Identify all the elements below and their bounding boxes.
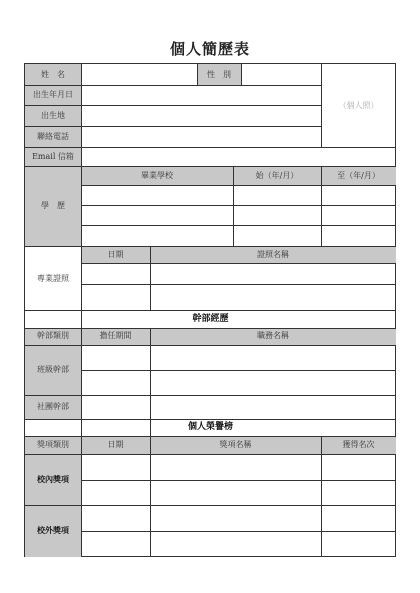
row-divider <box>81 205 396 206</box>
col-divider <box>241 64 242 85</box>
cadre-section-title: 幹部經歷 <box>192 314 229 324</box>
certificates-col-date: 日期 <box>107 250 124 259</box>
honors-col-category: 獎項類別 <box>37 440 69 449</box>
page-title: 個人簡歷表 <box>169 40 250 58</box>
phone-label: 聯絡電話 <box>37 132 69 141</box>
cadre-col-period: 擔任期間 <box>99 331 132 340</box>
education-col-school: 畢業學校 <box>141 171 173 180</box>
col-divider <box>150 436 151 557</box>
col-divider <box>81 436 82 557</box>
cadre-row-class: 班級幹部 <box>37 365 69 374</box>
honors-col-rank: 獲得名次 <box>342 440 375 449</box>
col-divider <box>150 328 151 436</box>
row-divider <box>81 480 396 481</box>
email-label: Email 信箱 <box>32 152 74 161</box>
row-divider <box>25 126 321 127</box>
photo-placeholder: （個人照） <box>338 101 379 110</box>
row-divider <box>25 105 321 106</box>
row-divider <box>25 85 321 86</box>
col-divider <box>81 328 82 436</box>
resume-form <box>24 63 396 557</box>
col-divider <box>81 64 82 328</box>
cadre-col-category: 幹部類別 <box>37 331 69 340</box>
honors-row-campus: 校內獎項 <box>37 474 69 484</box>
honors-col-date: 日期 <box>107 440 124 449</box>
birthplace-label: 出生地 <box>41 111 65 120</box>
certificates-label: 專業證照 <box>37 274 69 283</box>
education-col-start: 始（年/月） <box>255 171 299 180</box>
col-divider <box>321 436 322 557</box>
education-label: 學 歷 <box>41 201 65 210</box>
row-divider <box>81 531 396 532</box>
honors-row-external: 校外獎項 <box>37 525 69 535</box>
row-divider <box>81 185 396 186</box>
honors-section-title: 個人榮譽榜 <box>187 422 233 432</box>
education-col-end: 至（年/月） <box>337 171 380 180</box>
birthday-label: 出生年月日 <box>33 90 73 99</box>
honors-col-award: 獎項名稱 <box>219 440 252 449</box>
cadre-col-position: 職務名稱 <box>257 331 289 340</box>
row-divider <box>81 284 396 285</box>
name-label: 姓 名 <box>41 70 65 79</box>
cadre-row-club: 社團幹部 <box>37 402 69 411</box>
row-divider <box>81 370 396 371</box>
row-divider <box>81 225 396 226</box>
gender-label: 性 別 <box>207 70 231 79</box>
certificates-col-name: 證照名稱 <box>257 250 289 259</box>
row-divider <box>81 263 396 264</box>
